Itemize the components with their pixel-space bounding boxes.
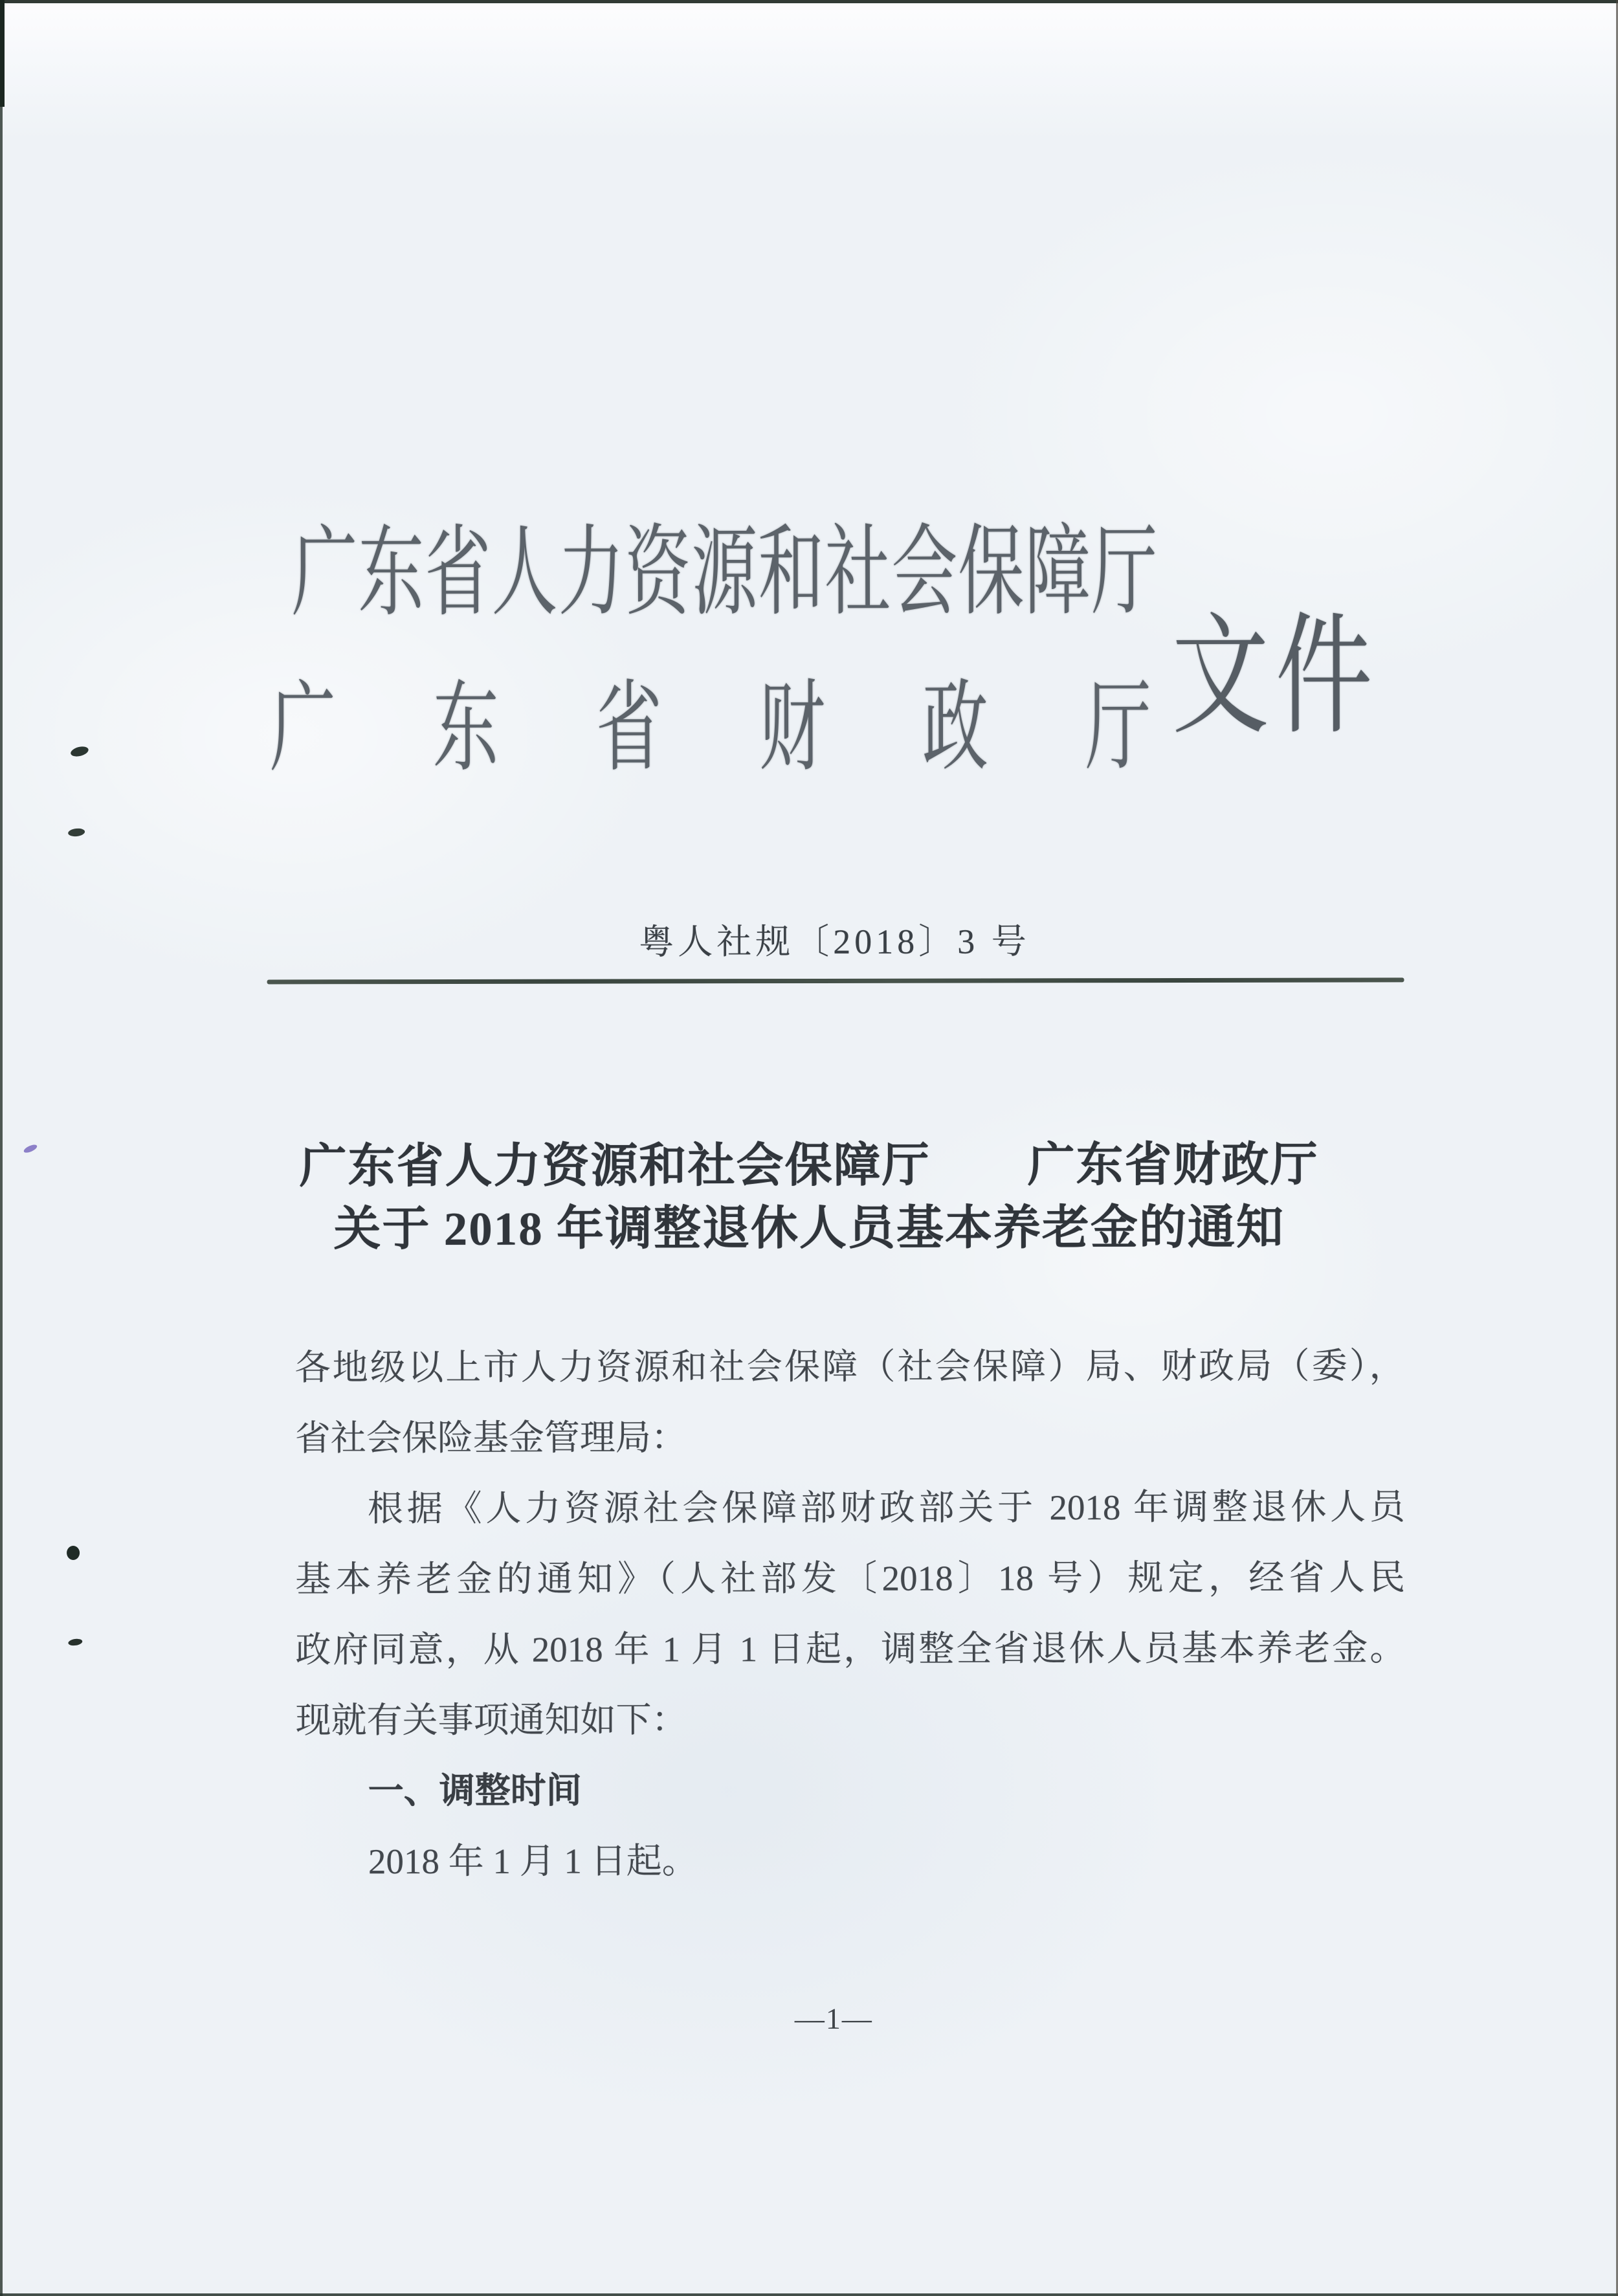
letterhead-org-line-1: 广东省人力资源和社会保障厅 [291, 518, 1158, 629]
scan-edge-top [0, 0, 1618, 3]
body-line: 基本养老金的通知》（人社部发〔2018〕18 号）规定，经省人民 [295, 1557, 1406, 1599]
body-line: 各地级以上市人力资源和社会保障（社会保障）局、财政局（委）， [294, 1346, 1405, 1388]
body-text [294, 1330, 1406, 1897]
doc-title [162, 1133, 1456, 1260]
body-line: 省社会保险基金管理局： [294, 1418, 687, 1458]
ink-mark [68, 828, 85, 838]
letterhead-file-label: 文件 [1171, 605, 1379, 751]
body-line: 2018 年 1 月 1 日起。 [368, 1841, 698, 1882]
body-line: 现就有关事项通知如下： [295, 1700, 687, 1741]
ink-mark [70, 745, 90, 758]
scan-edge-left-corner [0, 0, 5, 107]
scan-edge-bottom [0, 2293, 1618, 2296]
body-line: 政府同意，从 2018 年 1 月 1 日起，调整全省退休人员基本养老金。 [295, 1628, 1406, 1670]
body-line: 根据《人力资源社会保障部财政部关于 2018 年调整退休人员 [367, 1487, 1406, 1529]
doc-title-line-1: 广东省人力资源和社会保障厅 广东省财政厅 [299, 1138, 1319, 1193]
scan-edge-left [0, 0, 3, 2296]
ink-mark [68, 1638, 83, 1646]
letterhead-org-line-2: 广东省财政厅 [269, 673, 1249, 785]
doc-number: 粤人社规〔2018〕3 号 [639, 922, 1030, 962]
doc-title-line-2: 关于 2018 年调整退休人员基本养老金的通知 [333, 1201, 1285, 1256]
ink-mark [67, 1546, 80, 1560]
body-line-section-heading: 一、调整时间 [368, 1770, 582, 1811]
ink-mark [23, 1143, 38, 1154]
page-number: —1— [794, 2001, 873, 2036]
letterhead-rule [267, 977, 1404, 984]
